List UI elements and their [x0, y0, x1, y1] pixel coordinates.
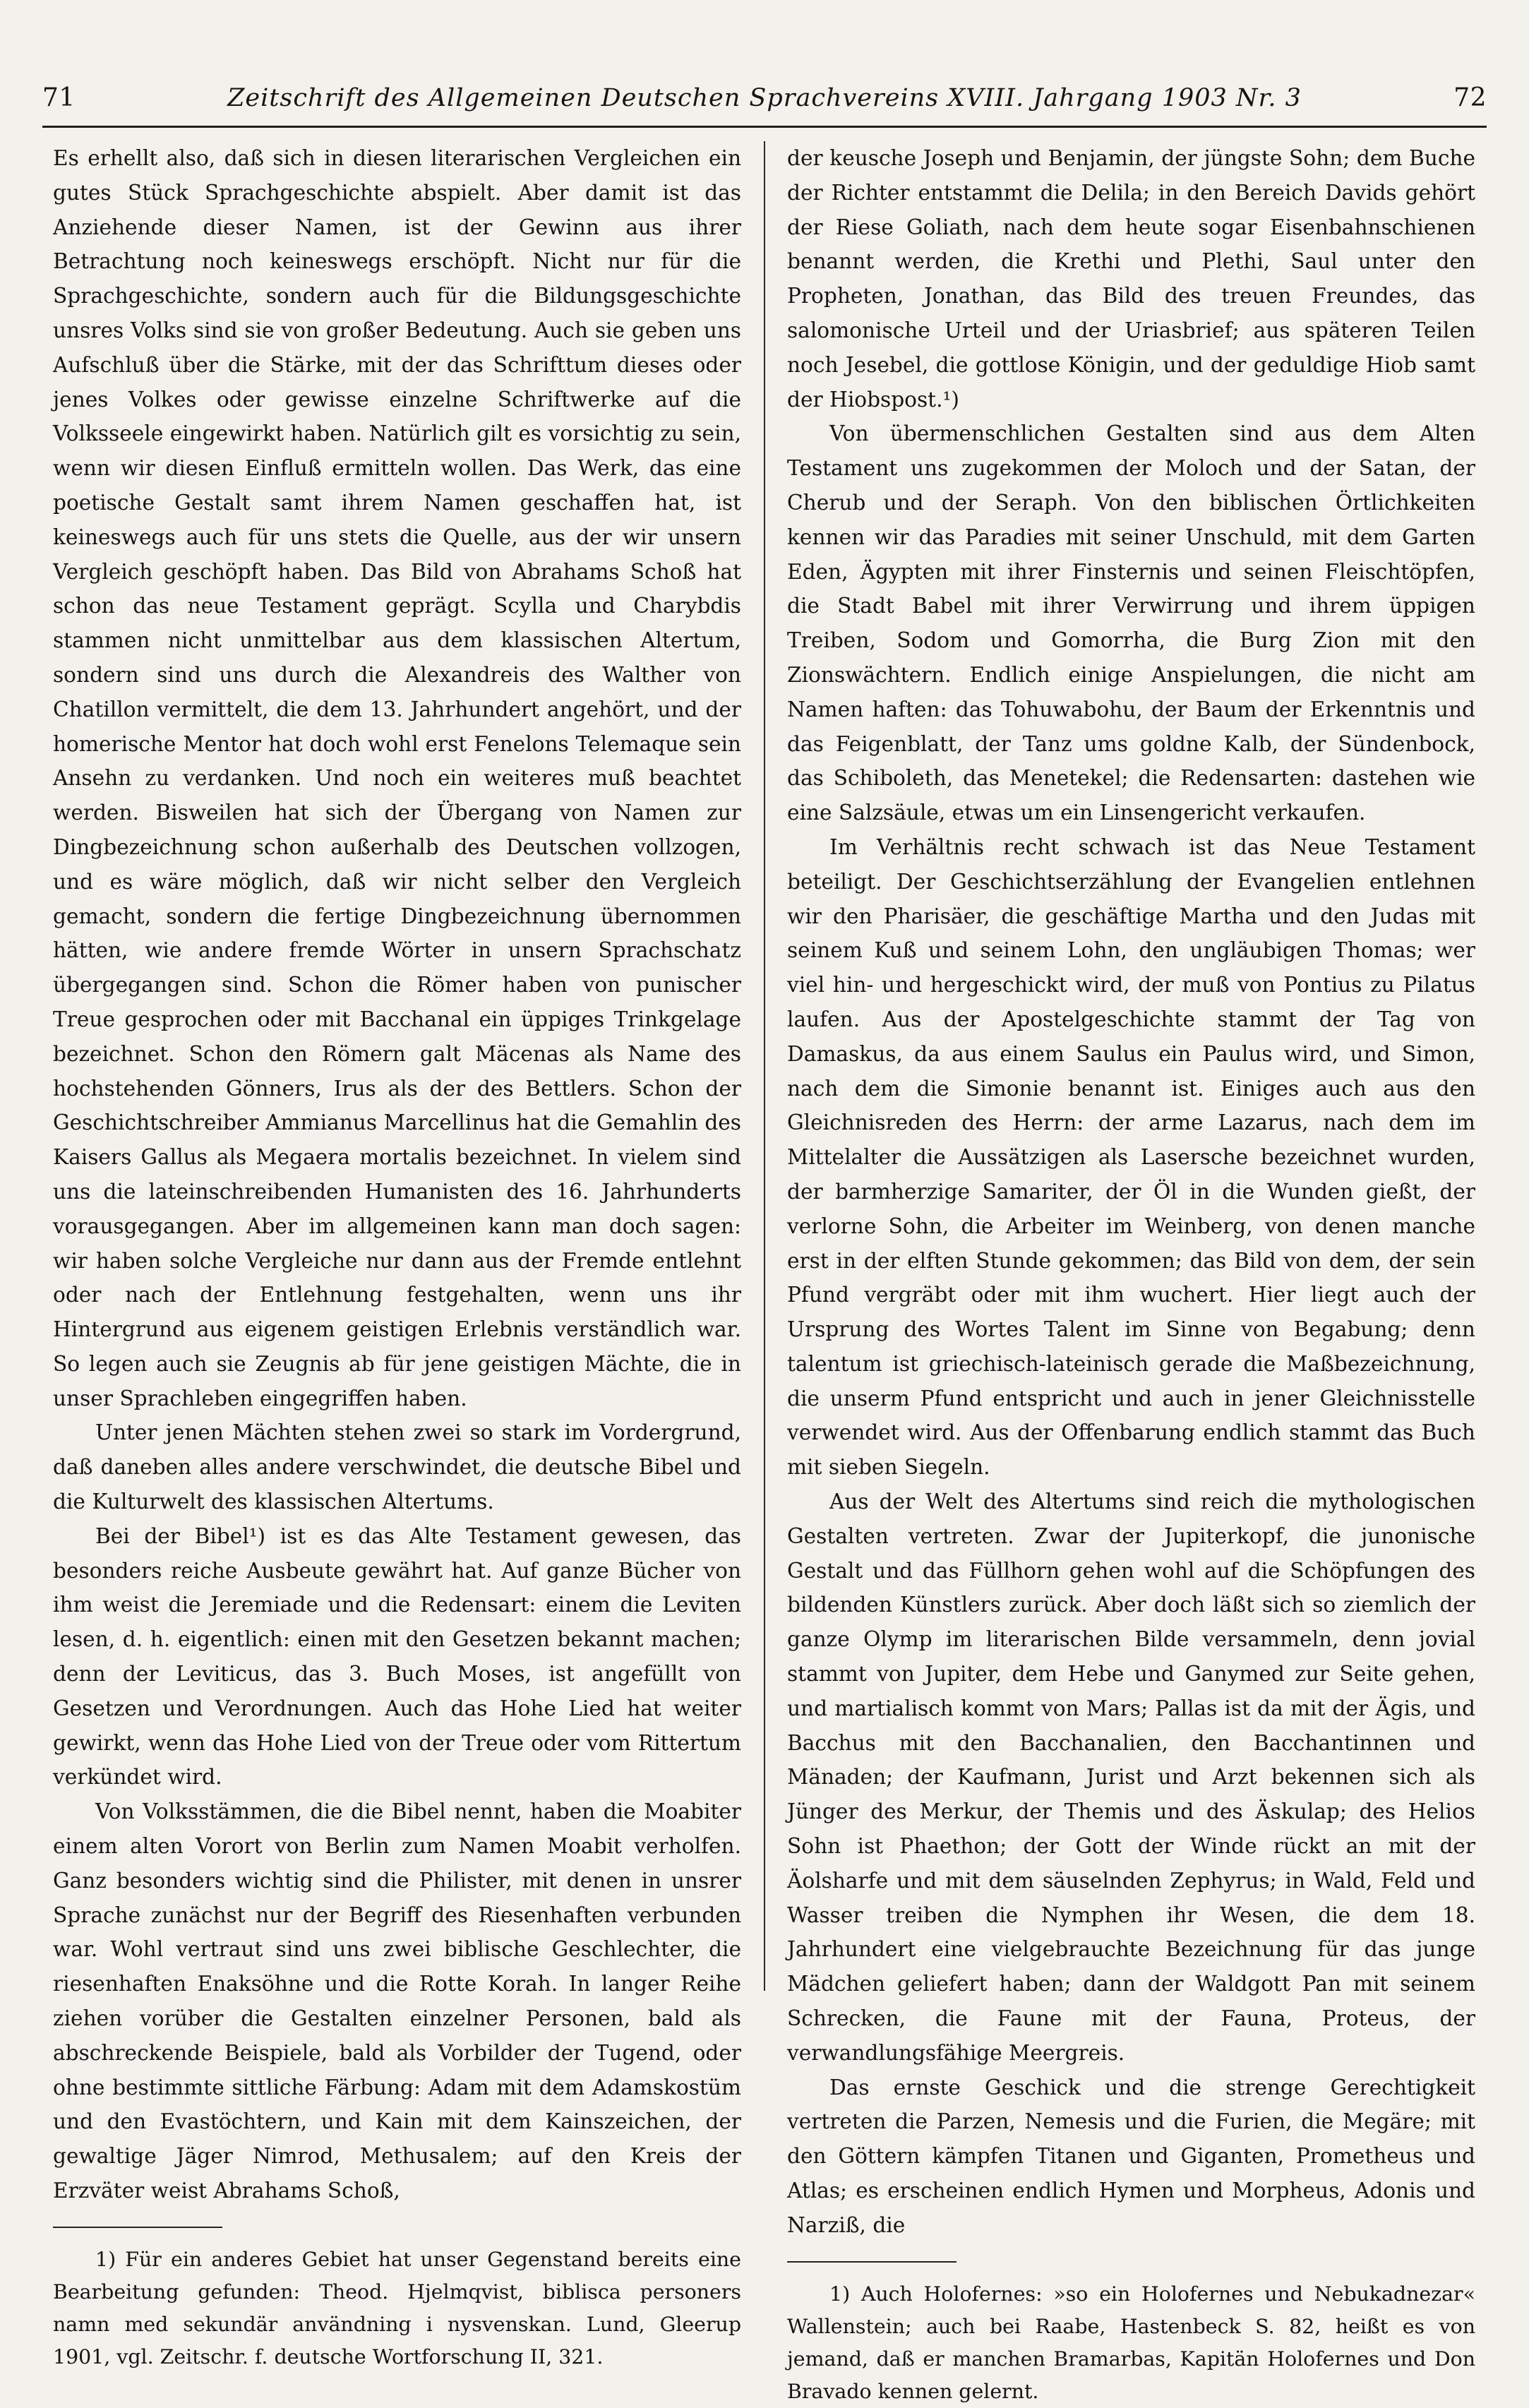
footnote-text: 1) Für ein anderes Gebiet hat unser Gegenstand bereits eine Bearbeitung gefunden: Theod. Hjelmqvist, biblisca personers namn med sekundär användning i nysvenskan. Lund, Gleerup 1901, vgl. Zeitschr. f. deutsche Wortforschung II, 321.	[53, 2247, 741, 2368]
footnote	[53, 2244, 741, 2373]
paragraph: Von Volksstämmen, die die Bibel nennt, haben die Moabiter einem alten Vorort von Berlin zum Namen Moabit verholfen. Ganz besonders wichtig sind die Philister, mit denen in unsrer Sprache zunächst nur der Begriff des Riesenhaften verbunden war. Wohl vertraut sind uns zwei biblische Geschlechter, die riesenhaften Enaksöhne und die Rotte Korah. In langer Reihe ziehen vorüber die Gestalten einzelner Personen, bald als abschreckende Beispiele, bald als Vorbilder der Tugend, oder ohne bestimmte sittliche Färbung: Adam mit dem Adamskostüm und den Evastöchtern, und Kain mit dem Kainszeichen, der gewaltige Jäger Nimrod, Methusalem; auf den Kreis der Erzväter weist Abrahams Schoß,	[53, 1799, 741, 2203]
running-header	[42, 83, 1487, 126]
paragraph: der keusche Joseph und Benjamin, der jüngste Sohn; dem Buche der Richter entstammt die Delila; in den Bereich Davids gehört der Riese Goliath, nach dem heute sogar Eisenbahnschienen benannt werden, die Krethi und Plethi, Saul unter den Propheten, Jonathan, das Bild des treuen Freundes, das salomonische Urteil und der Uriasbrief; aus späteren Teilen noch Jesebel, die gottlose Königin, und der geduldige Hiob samt der Hiobspost.¹)	[787, 146, 1475, 412]
paragraph: Unter jenen Mächten stehen zwei so stark im Vordergrund, daß daneben alles andere verschwindet, die deutsche Bibel und die Kulturwelt des klassischen Altertums.	[53, 1420, 741, 1514]
header-rule	[42, 126, 1487, 128]
column-divider	[764, 141, 765, 1991]
footnote-rule	[787, 2261, 957, 2263]
left-column	[53, 141, 741, 2368]
journal-title: Zeitschrift des Allgemeinen Deutschen Sprachvereins XVIII. Jahrgang 1903 Nr. 3	[227, 84, 1302, 112]
paragraph: Es erhellt also, daß sich in diesen literarischen Vergleichen ein gutes Stück Sprachgeschichte abspielt. Aber damit ist das Anziehende dieser Namen, ist der Gewinn aus ihrer Betrachtung noch keineswegs erschöpft. Nicht nur für die Sprachgeschichte, sondern auch für die Bildungsgeschichte unsres Volks sind sie von großer Bedeutung. Auch sie geben uns Aufschluß über die Stärke, mit der das Schrifttum dieses oder jenes Volkes oder gewisse einzelne Schriftwerke auf die Volksseele eingewirkt haben. Natürlich gilt es vorsichtig zu sein, wenn wir diesen Einfluß ermitteln wollen. Das Werk, das eine poetische Gestalt samt ihrem Namen geschaffen hat, ist keineswegs auch für uns stets die Quelle, aus der wir unsern Vergleich geschöpft haben. Das Bild von Abrahams Schoß hat schon das neue Testament geprägt. Scylla und Charybdis stammen nicht unmittelbar aus dem klassischen Altertum, sondern sind uns durch die Alexandreis des Walther von Chatillon vermittelt, die dem 13. Jahrhundert angehört, und der homerische Mentor hat doch wohl erst Fenelons Telemaque sein Ansehn zu verdanken. Und noch ein weiteres muß beachtet werden. Bisweilen hat sich der Übergang von Namen zur Dingbezeichnung schon außerhalb des Deutschen vollzogen, und es wäre möglich, daß wir nicht selber den Vergleich gemacht, sondern die fertige Dingbezeichnung übernommen hätten, wie andere fremde Wörter in unsern Sprachschatz übergegangen sind. Schon die Römer haben von punischer Treue gesprochen oder mit Bacchanal ein üppiges Trinkgelage bezeichnet. Schon den Römern galt Mäcenas als Name des hochstehenden Gönners, Irus als der des Bettlers. Schon der Geschichtschreiber Ammianus Marcellinus hat die Gemahlin des Kaisers Gallus als Megaera mortalis bezeichnet. In vielem sind uns die lateinschreibenden Humanisten des 16. Jahrhunderts vorausgegangen. Aber im allgemeinen kann man doch sagen: wir haben solche Vergleiche nur dann aus der Fremde entlehnt oder nach der Entlehnung festgehalten, wenn uns ihr Hintergrund aus eigenem geistigen Erlebnis verständlich war. So legen auch sie Zeugnis ab für jene geistigen Mächte, die in unser Sprachleben eingegriffen haben.	[53, 146, 741, 1410]
page-number-left: 71	[42, 83, 76, 112]
footnote-rule	[53, 2227, 222, 2228]
paragraph: Von übermenschlichen Gestalten sind aus dem Alten Testament uns zugekommen der Moloch und der Satan, der Cherub und der Seraph. Von den biblischen Örtlichkeiten kennen wir das Paradies mit seiner Unschuld, mit dem Garten Eden, Ägypten mit ihrer Finsternis und seinen Fleischtöpfen, die Stadt Babel mit ihrer Verwirrung und ihrem üppigen Treiben, Sodom und Gomorrha, die Burg Zion mit den Zionswächtern. Endlich einige Anspielungen, die nicht am Namen haften: das Tohuwabohu, der Baum der Erkenntnis und das Feigenblatt, der Tanz ums goldne Kalb, der Sündenbock, das Schiboleth, das Menetekel; die Redensarten: dastehen wie eine Salzsäule, etwas um ein Linsengericht verkaufen.	[787, 421, 1475, 825]
paragraph: Bei der Bibel¹) ist es das Alte Testament gewesen, das besonders reiche Ausbeute gewährt hat. Auf ganze Bücher von ihm weist die Jeremiade und die Redensart: einem die Leviten lesen, d. h. eigentlich: einen mit den Gesetzen bekannt machen; denn der Leviticus, das 3. Buch Moses, ist angefüllt von Gesetzen und Verordnungen. Auch das Hohe Lied hat weiter gewirkt, wenn das Hohe Lied von der Treue oder vom Rittertum verkündet wird.	[53, 1523, 741, 1790]
paragraph: Das ernste Geschick und die strenge Gerechtigkeit vertreten die Parzen, Nemesis und die Furien, die Megäre; mit den Göttern kämpfen Titanen und Giganten, Prometheus und Atlas; es erscheinen endlich Hymen und Morpheus, Adonis und Narziß, die	[787, 2075, 1475, 2237]
paragraph: Im Verhältnis recht schwach ist das Neue Testament beteiligt. Der Geschichtserzählung der Evangelien entlehnen wir den Pharisäer, die geschäftige Martha und den Judas mit seinem Kuß und seinem Lohn, den ungläubigen Thomas; wer viel hin- und hergeschickt wird, der muß von Pontius zu Pilatus laufen. Aus der Apostelgeschichte stammt der Tag von Damaskus, da aus einem Saulus ein Paulus wird, und Simon, nach dem die Simonie benannt ist. Einiges auch aus den Gleichnisreden des Herrn: der arme Lazarus, nach dem im Mittelalter die Aussätzigen als Lasersche bezeichnet wurden, der barmherzige Samariter, der Öl in die Wunden gießt, der verlorne Sohn, die Arbeiter im Weinberg, von denen manche erst in der elften Stunde gekommen; das Bild von dem, der sein Pfund vergräbt oder mit ihm wuchert. Hier liegt auch der Ursprung des Wortes Talent im Sinne von Begabung; denn talentum ist griechisch-lateinisch gerade die Maßbezeichnung, die unserm Pfund entspricht und auch in jener Gleichnisstelle verwendet wird. Aus der Offenbarung endlich stammt das Buch mit sieben Siegeln.	[787, 834, 1475, 1480]
footnote-text: 1) Auch Holofernes: »so ein Holofernes und Nebukadnezar« Wallenstein; auch bei Raabe, Hastenbeck S. 82, heißt es von jemand, daß er manchen Bramarbas, Kapitän Holofernes und Don Bravado kennen gelernt.	[787, 2282, 1475, 2403]
footnote	[787, 2278, 1475, 2408]
page-number-right: 72	[1453, 83, 1487, 112]
paragraph: Aus der Welt des Altertums sind reich die mythologischen Gestalten vertreten. Zwar der Jupiterkopf, die junonische Gestalt und das Füllhorn gehen wohl auf die Schöpfungen des bildenden Künstlers zurück. Aber doch läßt sich so ziemlich der ganze Olymp im literarischen Bilde versammeln, denn jovial stammt von Jupiter, dem Hebe und Ganymed zur Seite gehen, und martialisch kommt von Mars; Pallas ist da mit der Ägis, und Bacchus mit den Bacchanalien, den Bacchantinnen und Mänaden; der Kaufmann, Jurist und Arzt bekennen sich als Jünger des Merkur, der Themis und des Äskulap; des Helios Sohn ist Phaethon; der Gott der Winde rückt an mit der Äolsharfe und mit dem säuselnden Zephyrus; in Wald, Feld und Wasser treiben die Nymphen ihr Wesen, die dem 18. Jahrhundert eine vielgebrauchte Bezeichnung für das junge Mädchen geliefert haben; dann der Waldgott Pan mit seinem Schrecken, die Faune mit der Fauna, Proteus, der verwandlungsfähige Meergreis.	[787, 1490, 1475, 2065]
right-column	[787, 141, 1475, 2403]
